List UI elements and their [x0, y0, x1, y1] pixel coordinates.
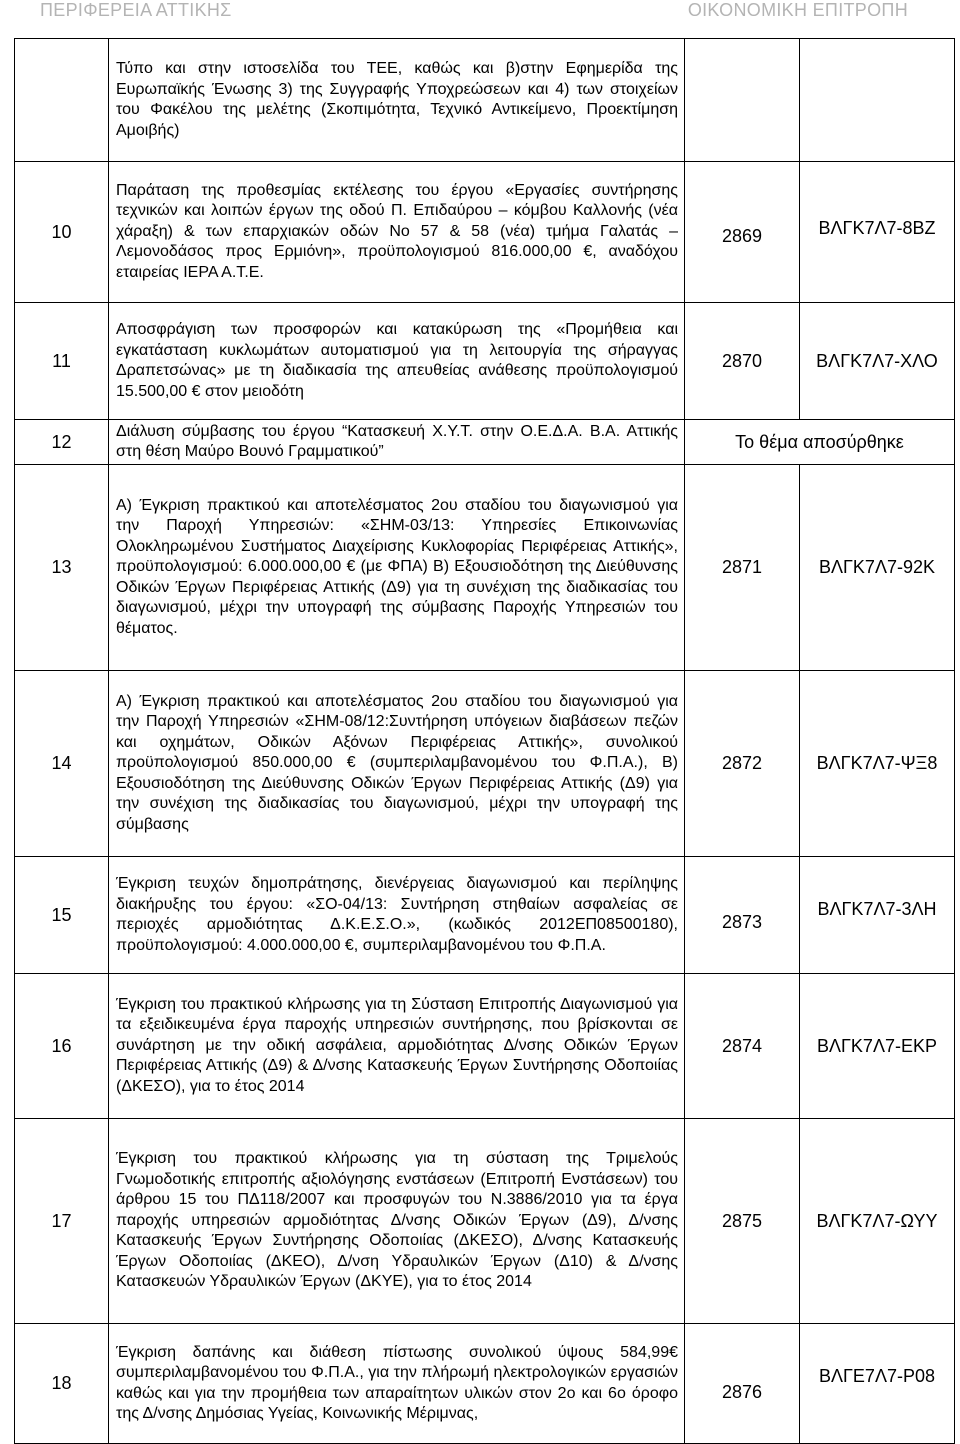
row-ada: ΒΛΓΚ7Λ7-92Κ [800, 465, 955, 671]
row-protocol: 2869 [685, 162, 800, 303]
header-region-label: ΠΕΡΙΦΕΡΕΙΑ ΑΤΤΙΚΗΣ [40, 0, 232, 20]
description-text: Έγκριση δαπάνης και διάθεση πίστωσης συνολικού ύψους 584,99€ συμπεριλαμβανομένου του Φ.Π.Α., για την πλήρωμή ηλεκτρολογικών εργασιών καθώς και για την προμήθεια των απαραίτητων υλικών στον 2ο και 6ο όροφο της Δ/νσης Δημόσιας Υγείας, Κοινωνικής Μέριμνας, [116, 1343, 678, 1422]
row-description [109, 420, 685, 465]
description-text: Αποσφράγιση των προσφορών και κατακύρωση της «Προμήθεια και εγκατάσταση κυκλωμάτων αυτοματισμού για τη λειτουργία της σήραγγας Δραπετσώνας» με τη διαδικασία της απευθείας ανάθεσης προϋπολογισμού 15.500,00 € στον μειοδότη [116, 321, 678, 400]
row-protocol: 2876 [685, 1324, 800, 1444]
description-text: Έγκριση τευχών δημοπράτησης, διενέργειας διαγωνισμού και περίληψης διακήρυξης του έργου: «ΣΟ-04/13: Συντήρηση στηθαίων ασφαλείας σε περιοχές αρμοδιότητας Δ.Κ.Ε.Σ.Ο.», (κωδικός 2012ΕΠ08500180), προϋπολογισμού: 4.000.000,00 €, συμπεριλαμβανομένου του Φ.Π.Α. [116, 875, 678, 954]
table-row [15, 1119, 955, 1324]
row-number: 12 [15, 420, 109, 465]
withdrawn-note: Το θέμα αποσύρθηκε [685, 420, 955, 465]
description-text: Α) Έγκριση πρακτικού και αποτελέσματος 2ου σταδίου του διαγωνισμού για την Παροχή Υπηρεσιών «ΣΗΜ-08/12:Συντήρηση υπόγειων διαβάσεων πεζών και οχημάτων, Οδικών Αξόνων Περιφέρειας Αττικής», συνολικού προϋπολογισμού 850.000,00 € (συμπεριλαμβανομένου του Φ.Π.Α.), Β) Εξουσιοδότηση της Διεύθυνσης Οδικών Έργων Περιφέρειας Αττικής (Δ9) για την συνέχιση της διαδικασίας του διαγωνισμού, μέχρι την υπογραφή της σύμβασης [116, 692, 678, 833]
row-protocol: 2871 [685, 465, 800, 671]
row-description [109, 1119, 685, 1324]
row-protocol [685, 39, 800, 162]
row-description [109, 857, 685, 974]
row-protocol: 2870 [685, 303, 800, 420]
row-description [109, 974, 685, 1119]
description-text: Παράταση της προθεσμίας εκτέλεσης του έργου «Εργασίες συντήρησης τεχνικών και λοιπών έργων της οδού Π. Επιδαύρου – κόμβου Καλλονής (νέα χάραξη) & των επαρχιακών οδών Νο 57 & 58 (νέα) τμήμα Γαλατάς – Λεμονοδάσος προς Ερμιόνη», προϋπολογισμού 816.000,00 €, αναδόχου εταιρείας ΙΕΡΑ Α.Τ.Ε. [116, 181, 678, 281]
row-ada: ΒΛΓΚ7Λ7-ΕΚΡ [800, 974, 955, 1119]
row-ada: ΒΛΓΕ7Λ7-Ρ08 [800, 1324, 955, 1444]
header-committee-label: ΟΙΚΟΝΟΜΙΚΗ ΕΠΙΤΡΟΠΗ [687, 0, 908, 20]
table-row [15, 1324, 955, 1444]
table-row [15, 465, 955, 671]
row-description [109, 465, 685, 671]
row-protocol: 2872 [685, 671, 800, 857]
page-header [0, 0, 960, 26]
table-row [15, 420, 955, 465]
row-description [109, 39, 685, 162]
description-text: Τύπο και στην ιστοσελίδα του ΤΕΕ, καθώς και β)στην Εφημερίδα της Ευρωπαϊκής Ένωσης 3) της Συγγραφής Υποχρεώσεων και 4) των στοιχείων του Φακέλου της μελέτης (Σκοπιμότητα, Τεχνικό Αντικείμενο, Προεκτίμηση Αμοιβής) [116, 60, 678, 139]
table-row [15, 39, 955, 162]
row-ada: ΒΛΓΚ7Λ7-ΧΛΟ [800, 303, 955, 420]
row-number: 17 [15, 1119, 109, 1324]
decisions-table [14, 38, 955, 1444]
row-number: 14 [15, 671, 109, 857]
description-text: Έγκριση του πρακτικού κλήρωσης για τη σύσταση της Τριμελούς Γνωμοδοτικής επιτροπής αξιολόγησης ενστάσεων (Επιτροπή Ενστάσεων) του άρθρου 15 του ΠΔ118/2007 και προσφυγών του Ν.3886/2010 για τα έργα παροχής υπηρεσιών αρμοδιότητας Δ/νσης Οδικών Έργων (Δ9), Δ/νσης Κατασκευής Έργων Συντήρησης Οδοποιίας (ΔΚΕΣΟ), Δ/νσης Κατασκευής Έργων Οδοποιίας (ΔΚΕΟ), Δ/νση Υδραυλικών Έργων (Δ10) & Δ/νσης Κατασκευών Υδραυλικών Έργων (ΔΚΥΕ), για το έτος 2014 [116, 1150, 678, 1291]
row-ada: ΒΛΓΚ7Λ7-3ΛΗ [800, 857, 955, 974]
row-ada: ΒΛΓΚ7Λ7-8ΒΖ [800, 162, 955, 303]
row-number: 15 [15, 857, 109, 974]
row-ada [800, 39, 955, 162]
row-number: 13 [15, 465, 109, 671]
row-ada: ΒΛΓΚ7Λ7-ΩΥΥ [800, 1119, 955, 1324]
row-description [109, 303, 685, 420]
description-text: Α) Έγκριση πρακτικού και αποτελέσματος 2ου σταδίου του διαγωνισμού για την Παροχή Υπηρεσιών: «ΣΗΜ-03/13: Υπηρεσίες Επικοινωνίας Ολοκληρωμένου Συστήματος Διαχείρισης Κυκλοφορίας Περιφέρειας Αττικής», προϋπολογισμού: 6.000.000,00 € (με ΦΠΑ) Β) Εξουσιοδότηση της Διεύθυνσης Οδικών Έργων Περιφέρειας Αττικής (Δ9) για τη συνέχιση της διαδικασίας του διαγωνισμού, μέχρι την υπογραφή της σύμβασης Παροχής Υπηρεσιών του θέματος. [116, 496, 678, 637]
row-description [109, 671, 685, 857]
row-number [15, 39, 109, 162]
table-row [15, 671, 955, 857]
table-row [15, 857, 955, 974]
description-text: Διάλυση σύμβασης του έργου “Κατασκευή Χ.Υ.Τ. στην Ο.Ε.Δ.Α. Β.Α. Αττικής στη θέση Μαύρο Βουνό Γραμματικού” [116, 422, 678, 460]
description-text: Έγκριση του πρακτικού κλήρωσης για τη Σύσταση Επιτροπής Διαγωνισμού για τα εξειδικευμένα έργα παροχής υπηρεσιών συντήρησης, που βρίσκονται σε συνάρτηση με την οδική ασφάλεια, αρμοδιότητας Δ/νσης Οδικών Έργων Περιφέρειας Αττικής (Δ9) & Δ/νσης Κατασκευής Έργων Συντήρησης Οδοποιίας (ΔΚΕΣΟ), για το έτος 2014 [116, 995, 678, 1095]
row-ada: ΒΛΓΚ7Λ7-ΨΞ8 [800, 671, 955, 857]
row-protocol: 2875 [685, 1119, 800, 1324]
row-description [109, 162, 685, 303]
row-number: 11 [15, 303, 109, 420]
table-row [15, 303, 955, 420]
row-description [109, 1324, 685, 1444]
table-row [15, 162, 955, 303]
row-number: 16 [15, 974, 109, 1119]
row-number: 18 [15, 1324, 109, 1444]
row-protocol: 2873 [685, 857, 800, 974]
table-row [15, 974, 955, 1119]
row-protocol: 2874 [685, 974, 800, 1119]
row-number: 10 [15, 162, 109, 303]
